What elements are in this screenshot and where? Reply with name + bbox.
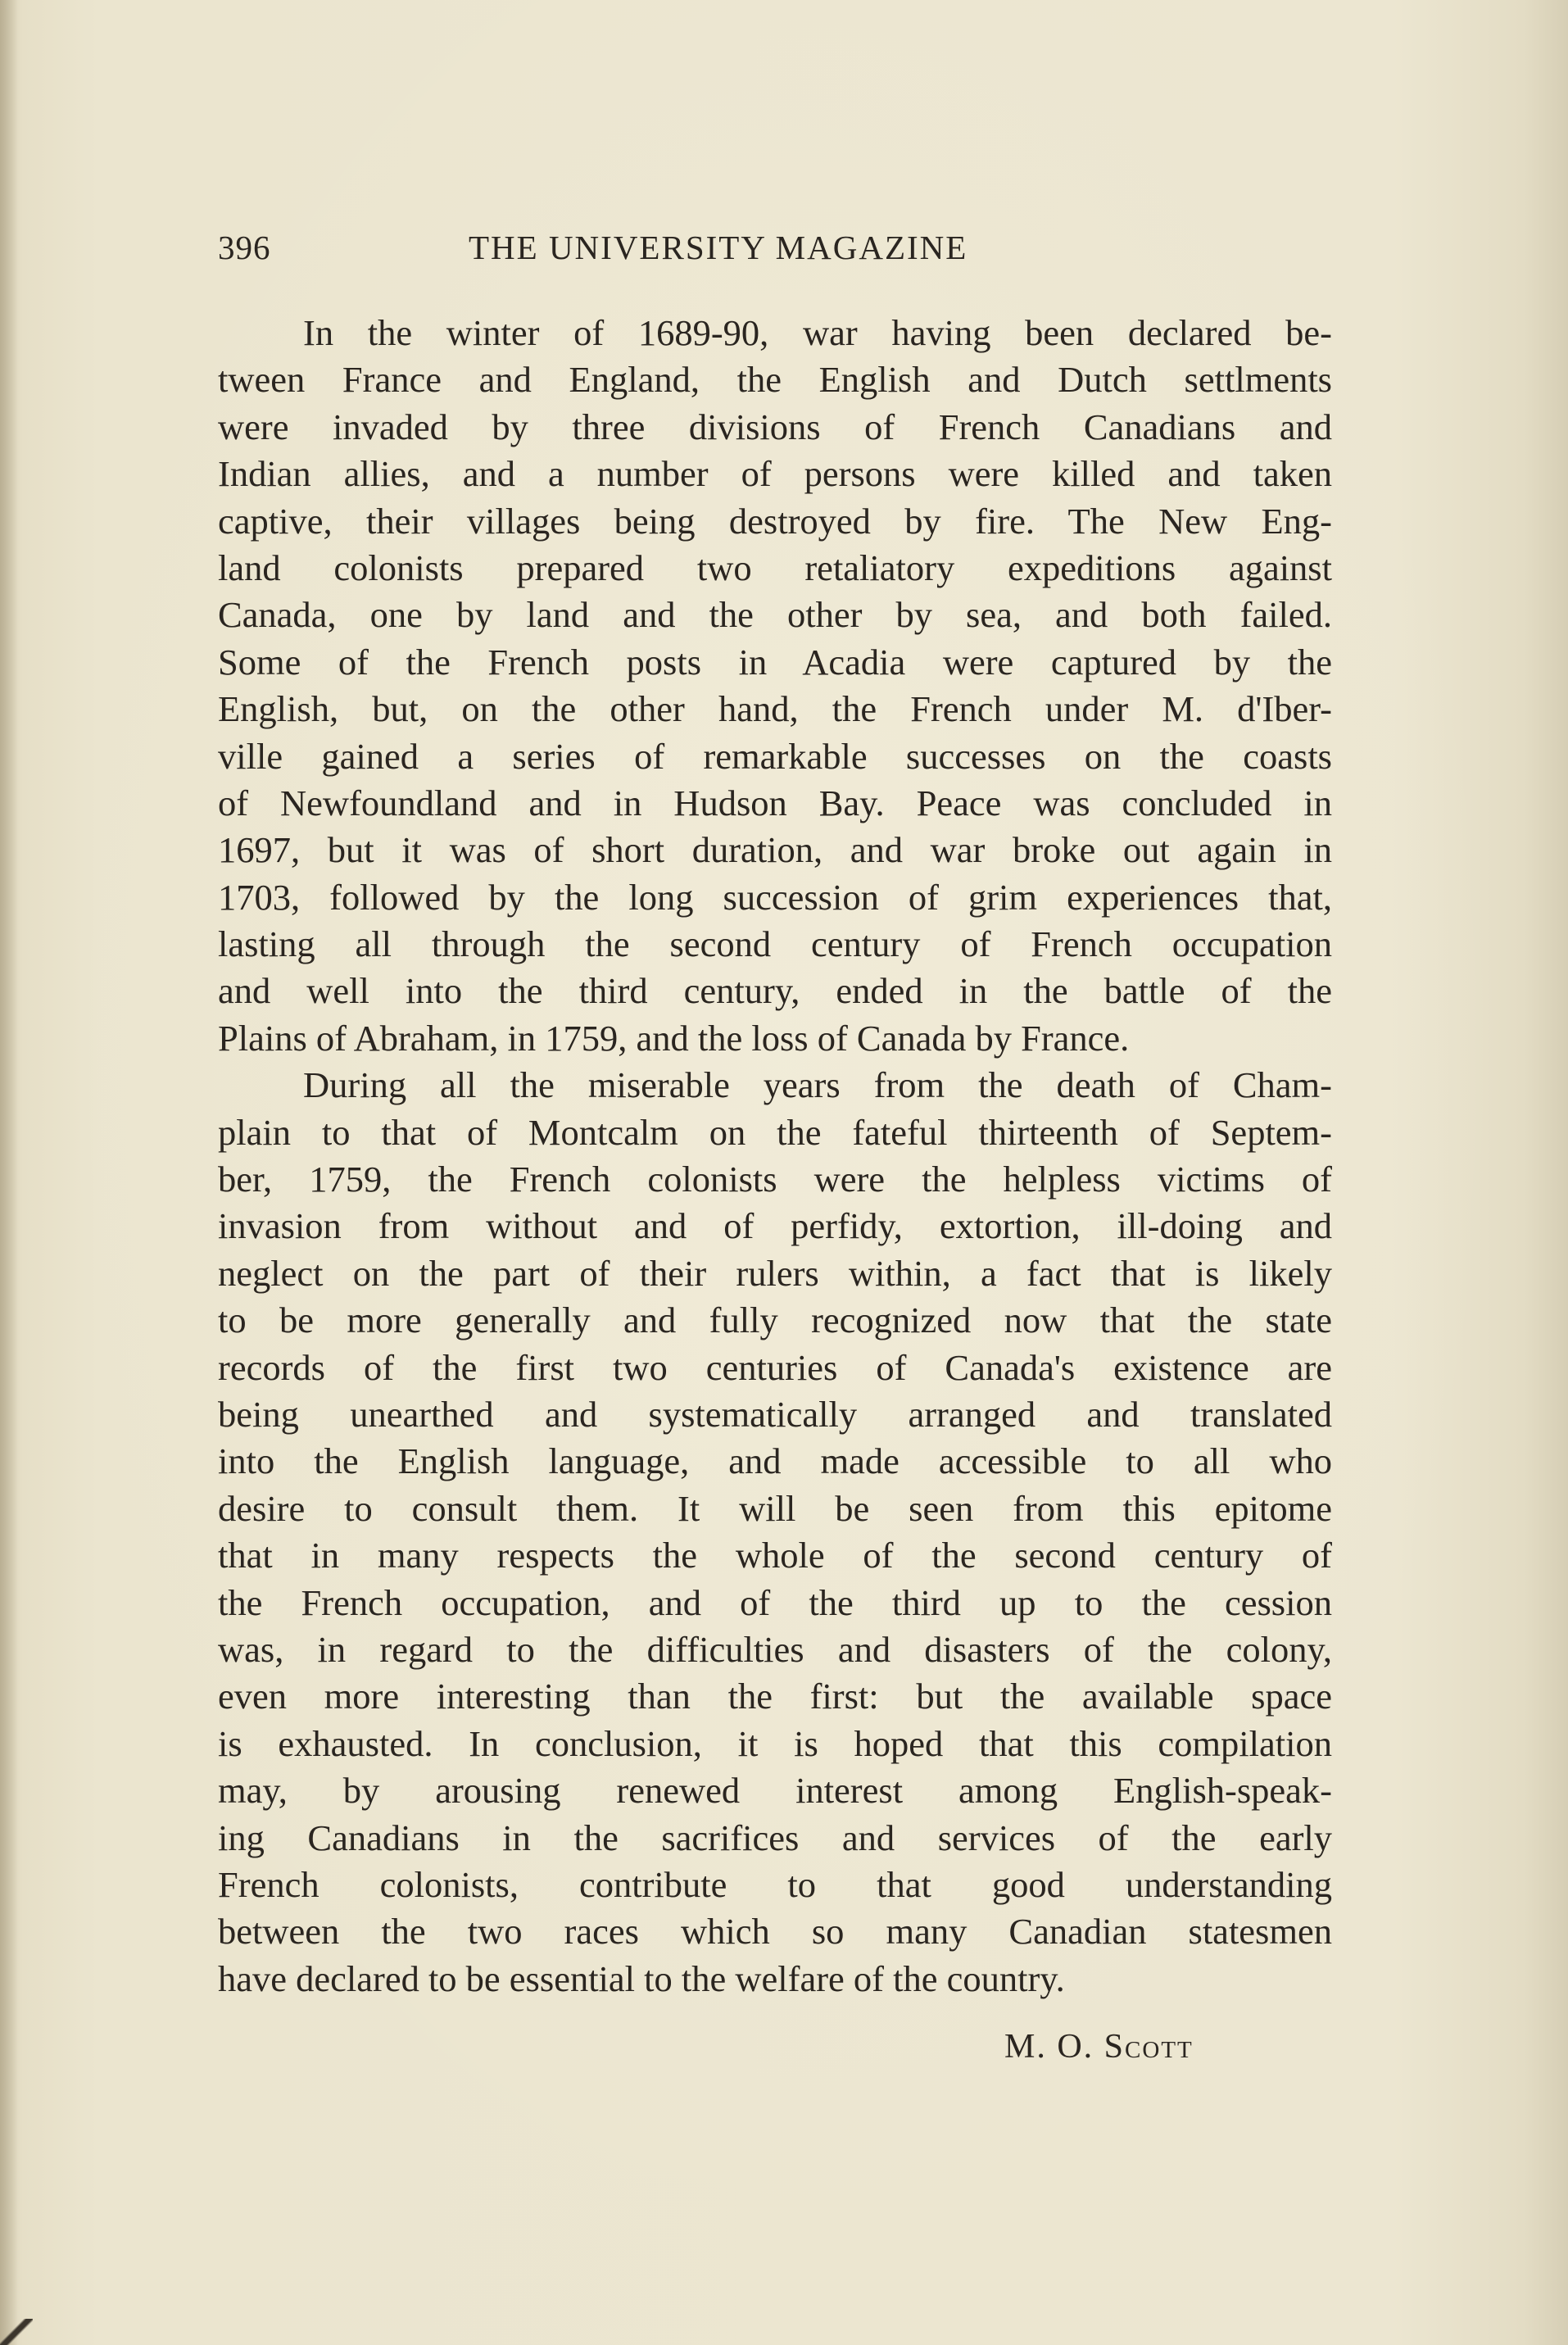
- running-header: [218, 228, 1119, 277]
- text-line: invasion from without and of perfidy, extortion, ill-doing and: [218, 1205, 1332, 1247]
- text-line: Plains of Abraham, in 1759, and the loss of Canada by France.: [218, 1017, 1130, 1059]
- text-line: lasting all through the second century of French occupation: [218, 923, 1332, 965]
- text-line: 1697, but it was of short duration, and war broke out again in: [218, 829, 1332, 871]
- text-line: plain to that of Montcalm on the fateful thirteenth of Septem-: [218, 1111, 1332, 1153]
- paragraph-2: [218, 1062, 1332, 2003]
- text-line: In the winter of 1689-90, war having been declared be-: [303, 312, 1332, 353]
- text-line: have declared to be essential to the welfare of the country.: [218, 1957, 1065, 1999]
- text-line: even more interesting than the first: but the available space: [218, 1676, 1332, 1717]
- text-line: neglect on the part of their rulers within, a fact that is likely: [218, 1252, 1332, 1294]
- text-line: to be more generally and fully recognized now that the state: [218, 1300, 1332, 1341]
- text-line: 1703, followed by the long succession of grim experiences that,: [218, 876, 1332, 918]
- text-line: ville gained a series of remarkable successes on the coasts: [218, 735, 1332, 777]
- text-line: into the English language, and made accessible to all who: [218, 1440, 1332, 1482]
- text-line: Indian allies, and a number of persons were killed and taken: [218, 453, 1332, 495]
- text-line: captive, their villages being destroyed by fire. The New Eng-: [218, 500, 1332, 542]
- text-line: were invaded by three divisions of French Canadians and: [218, 406, 1332, 447]
- text-line: between the two races which so many Canadian statesmen: [218, 1911, 1332, 1953]
- text-line: that in many respects the whole of the second century of: [218, 1535, 1332, 1576]
- text-line: may, by arousing renewed interest among English-speak-: [218, 1770, 1332, 1812]
- running-title: THE UNIVERSITY MAGAZINE: [469, 229, 968, 266]
- text-line: being unearthed and systematically arranged and translated: [218, 1393, 1332, 1435]
- text-line: and well into the third century, ended in the battle of the: [218, 970, 1332, 1012]
- text-line: English, but, on the other hand, the French under M. d'Iber-: [218, 688, 1332, 730]
- text-line: tween France and England, the English and Dutch settlments: [218, 359, 1332, 401]
- article-body: [218, 310, 1332, 2003]
- binding-gutter-shadow: [0, 0, 18, 2345]
- text-line: Canada, one by land and the other by sea, and both failed.: [218, 594, 1332, 636]
- text-line: was, in regard to the difficulties and disasters of the colony,: [218, 1628, 1332, 1670]
- page-number: 396: [218, 229, 271, 266]
- text-line: ber, 1759, the French colonists were the helpless victims of: [218, 1159, 1332, 1200]
- text-line: During all the miserable years from the death of Cham-: [303, 1064, 1332, 1106]
- text-line: Some of the French posts in Acadia were captured by the: [218, 641, 1332, 683]
- text-line: land colonists prepared two retaliatory expeditions against: [218, 547, 1332, 588]
- author-signature: M. O. Scott: [1004, 2028, 1194, 2066]
- text-line: desire to consult them. It will be seen from this epitome: [218, 1487, 1332, 1529]
- text-line: records of the first two centuries of Canada's existence are: [218, 1346, 1332, 1388]
- text-line: the French occupation, and of the third up to the cession: [218, 1581, 1332, 1623]
- text-line: is exhausted. In conclusion, it is hoped that this compilation: [218, 1722, 1332, 1764]
- page-corner-mark: [0, 2319, 33, 2345]
- text-line: ing Canadians in the sacrifices and services of the early: [218, 1817, 1332, 1858]
- text-line: French colonists, contribute to that good understanding: [218, 1863, 1332, 1905]
- text-line: of Newfoundland and in Hudson Bay. Peace was concluded in: [218, 782, 1332, 823]
- paragraph-1: [218, 310, 1332, 1062]
